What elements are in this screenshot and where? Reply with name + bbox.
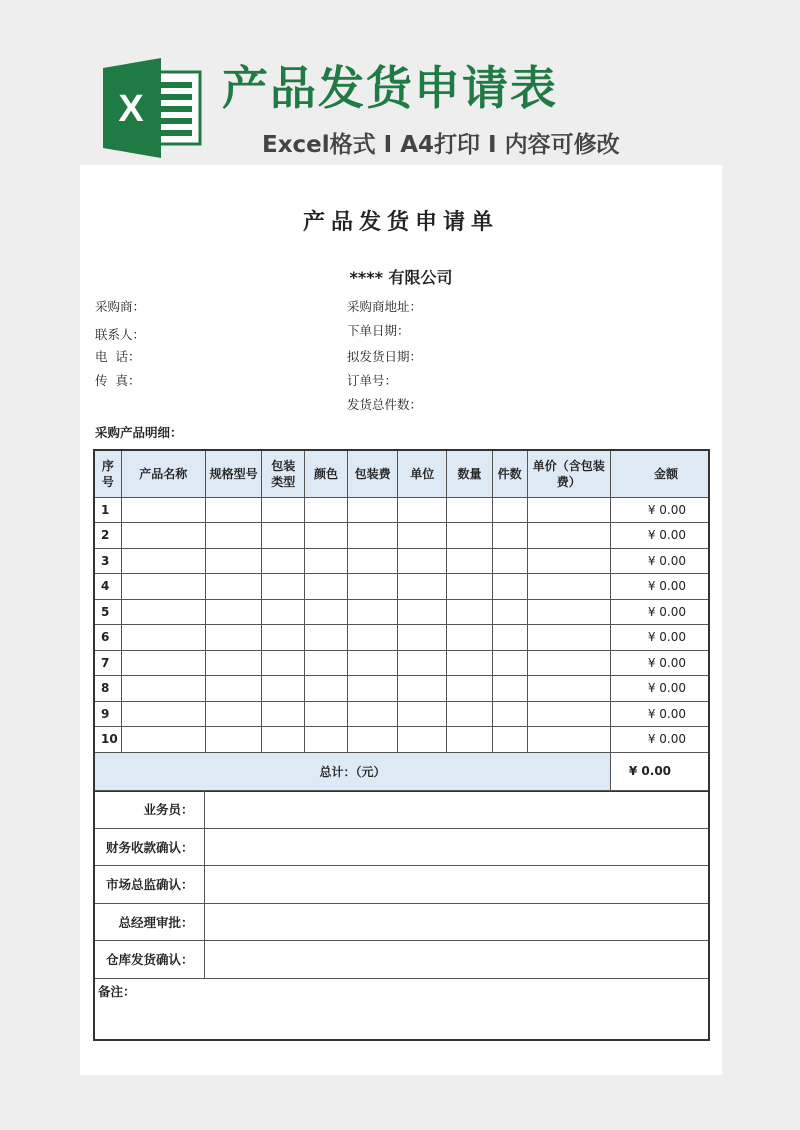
table-cell[interactable] <box>205 727 262 753</box>
table-cell[interactable] <box>347 523 398 549</box>
table-cell[interactable] <box>262 548 305 574</box>
header-spec: 规格型号 <box>205 450 262 497</box>
table-cell[interactable] <box>262 523 305 549</box>
section-label: 采购产品明细： <box>95 425 183 440</box>
table-cell[interactable] <box>527 727 610 753</box>
row-amount: ¥ 0.00 <box>610 548 709 574</box>
product-table <box>93 449 710 792</box>
table-cell[interactable] <box>262 650 305 676</box>
header-amount: 金额 <box>610 450 709 497</box>
signoff-label: 财务收款确认： <box>94 828 204 866</box>
table-cell[interactable] <box>492 497 527 523</box>
table-cell[interactable] <box>398 650 447 676</box>
row-number: 5 <box>94 599 121 625</box>
field-fax: 传 真： <box>95 373 141 388</box>
table-cell[interactable] <box>347 676 398 702</box>
table-cell[interactable] <box>262 497 305 523</box>
table-cell[interactable] <box>347 625 398 651</box>
table-cell[interactable] <box>527 701 610 727</box>
header-pieces: 件数 <box>492 450 527 497</box>
table-cell[interactable] <box>447 599 493 625</box>
table-cell[interactable] <box>347 497 398 523</box>
table-cell[interactable] <box>262 574 305 600</box>
signoff-row <box>94 791 709 829</box>
table-cell[interactable] <box>347 727 398 753</box>
field-phone: 电 话： <box>95 349 141 364</box>
signoff-field[interactable] <box>204 828 709 866</box>
table-cell[interactable] <box>398 497 447 523</box>
field-buyer-address: 采购商地址： <box>347 299 423 314</box>
signoff-row <box>94 941 709 979</box>
row-amount: ¥ 0.00 <box>610 727 709 753</box>
table-cell[interactable] <box>121 676 205 702</box>
table-cell[interactable] <box>262 727 305 753</box>
table-cell[interactable] <box>447 574 493 600</box>
table-cell[interactable] <box>447 625 493 651</box>
header-package-fee: 包装费 <box>347 450 398 497</box>
table-row <box>94 625 709 651</box>
row-amount: ¥ 0.00 <box>610 650 709 676</box>
table-cell[interactable] <box>347 574 398 600</box>
table-cell[interactable] <box>305 650 348 676</box>
signoff-field[interactable] <box>204 791 709 829</box>
row-number: 8 <box>94 676 121 702</box>
table-cell[interactable] <box>347 599 398 625</box>
table-cell[interactable] <box>492 727 527 753</box>
table-cell[interactable] <box>492 523 527 549</box>
row-number: 10 <box>94 727 121 753</box>
row-number: 3 <box>94 548 121 574</box>
table-cell[interactable] <box>305 574 348 600</box>
table-cell[interactable] <box>205 497 262 523</box>
table-cell[interactable] <box>305 497 348 523</box>
table-cell[interactable] <box>398 548 447 574</box>
table-cell[interactable] <box>347 548 398 574</box>
table-cell[interactable] <box>447 497 493 523</box>
table-row <box>94 548 709 574</box>
table-cell[interactable] <box>492 599 527 625</box>
field-contact: 联系人： <box>95 327 146 342</box>
table-cell[interactable] <box>347 701 398 727</box>
total-amount: ¥ 0.00 <box>610 752 709 791</box>
header-unit-price: 单价（含包装费） <box>527 450 610 497</box>
table-row <box>94 497 709 523</box>
table-cell[interactable] <box>121 574 205 600</box>
form-title: 产品发货申请单 <box>302 210 499 235</box>
table-cell[interactable] <box>121 497 205 523</box>
svg-text:X: X <box>118 88 144 130</box>
total-label: 总计：（元） <box>94 752 610 791</box>
table-cell[interactable] <box>398 574 447 600</box>
total-row <box>94 752 709 791</box>
table-cell[interactable] <box>262 676 305 702</box>
row-amount: ¥ 0.00 <box>610 625 709 651</box>
table-row <box>94 650 709 676</box>
table-cell[interactable] <box>121 650 205 676</box>
field-ship-date: 拟发货日期： <box>347 349 423 364</box>
table-cell[interactable] <box>527 599 610 625</box>
table-cell[interactable] <box>492 625 527 651</box>
header-quantity: 数量 <box>447 450 493 497</box>
table-cell[interactable] <box>205 676 262 702</box>
table-row <box>94 676 709 702</box>
row-number: 6 <box>94 625 121 651</box>
table-cell[interactable] <box>492 650 527 676</box>
row-amount: ¥ 0.00 <box>610 523 709 549</box>
table-cell[interactable] <box>527 574 610 600</box>
table-cell[interactable] <box>527 548 610 574</box>
table-cell[interactable] <box>305 548 348 574</box>
table-cell[interactable] <box>527 497 610 523</box>
table-row <box>94 574 709 600</box>
signoff-label: 仓库发货确认： <box>94 941 204 979</box>
field-order-no: 订单号： <box>347 373 398 388</box>
header-no: 序号 <box>94 450 121 497</box>
table-cell[interactable] <box>347 650 398 676</box>
table-cell[interactable] <box>305 625 348 651</box>
table-cell[interactable] <box>205 599 262 625</box>
header-product-name: 产品名称 <box>121 450 205 497</box>
table-row <box>94 727 709 753</box>
row-number: 4 <box>94 574 121 600</box>
signoff-row <box>94 903 709 941</box>
row-number: 1 <box>94 497 121 523</box>
row-amount: ¥ 0.00 <box>610 701 709 727</box>
table-cell[interactable] <box>527 650 610 676</box>
signoff-row <box>94 866 709 904</box>
table-cell[interactable] <box>262 625 305 651</box>
table-cell[interactable] <box>447 523 493 549</box>
header-package-type: 包装类型 <box>262 450 305 497</box>
table-cell[interactable] <box>527 625 610 651</box>
table-cell[interactable] <box>447 727 493 753</box>
row-number: 2 <box>94 523 121 549</box>
signoff-label: 业务员： <box>94 791 204 829</box>
table-cell[interactable] <box>305 523 348 549</box>
table-cell[interactable] <box>398 727 447 753</box>
row-amount: ¥ 0.00 <box>610 574 709 600</box>
table-cell[interactable] <box>398 625 447 651</box>
table-cell[interactable] <box>492 574 527 600</box>
table-cell[interactable] <box>262 599 305 625</box>
signoff-row <box>94 828 709 866</box>
table-cell[interactable] <box>205 523 262 549</box>
table-cell[interactable] <box>492 701 527 727</box>
table-header-row <box>94 450 709 497</box>
signoff-field[interactable] <box>204 866 709 904</box>
table-cell[interactable] <box>305 599 348 625</box>
remarks-label: 备注： <box>98 983 136 999</box>
table-cell[interactable] <box>527 523 610 549</box>
table-cell[interactable] <box>205 574 262 600</box>
table-cell[interactable] <box>492 548 527 574</box>
row-number: 9 <box>94 701 121 727</box>
signoff-field[interactable] <box>204 941 709 979</box>
header-color: 颜色 <box>305 450 348 497</box>
table-cell[interactable] <box>447 548 493 574</box>
table-cell[interactable] <box>447 701 493 727</box>
table-cell[interactable] <box>398 701 447 727</box>
row-amount: ¥ 0.00 <box>610 676 709 702</box>
header-unit: 单位 <box>398 450 447 497</box>
banner-title: 产品发货申请表 <box>222 61 558 115</box>
table-cell[interactable] <box>305 701 348 727</box>
table-cell[interactable] <box>205 701 262 727</box>
field-total-pieces: 发货总件数： <box>347 397 423 412</box>
table-row <box>94 523 709 549</box>
field-buyer: 采购商： <box>95 299 146 314</box>
table-cell[interactable] <box>305 676 348 702</box>
table-cell[interactable] <box>492 676 527 702</box>
remarks-cell[interactable] <box>94 978 709 1040</box>
table-cell[interactable] <box>398 676 447 702</box>
table-cell[interactable] <box>205 548 262 574</box>
excel-logo-icon <box>103 58 203 158</box>
table-cell[interactable] <box>447 650 493 676</box>
form-page <box>80 165 722 1075</box>
table-cell[interactable] <box>121 625 205 651</box>
table-cell[interactable] <box>398 523 447 549</box>
table-cell[interactable] <box>305 727 348 753</box>
company-name: **** 有限公司 <box>349 268 453 287</box>
table-cell[interactable] <box>121 727 205 753</box>
table-cell[interactable] <box>527 676 610 702</box>
table-row <box>94 701 709 727</box>
banner-subtitle: Excel格式 I A4打印 I 内容可修改 <box>262 132 620 158</box>
table-cell[interactable] <box>205 625 262 651</box>
row-amount: ¥ 0.00 <box>610 599 709 625</box>
signoff-label: 总经理审批： <box>94 903 204 941</box>
table-cell[interactable] <box>398 599 447 625</box>
signoff-label: 市场总监确认： <box>94 866 204 904</box>
field-order-date: 下单日期： <box>347 323 410 338</box>
table-cell[interactable] <box>121 599 205 625</box>
table-row <box>94 599 709 625</box>
table-cell[interactable] <box>121 701 205 727</box>
signoff-field[interactable] <box>204 903 709 941</box>
table-cell[interactable] <box>121 548 205 574</box>
row-amount: ¥ 0.00 <box>610 497 709 523</box>
table-cell[interactable] <box>262 701 305 727</box>
table-cell[interactable] <box>121 523 205 549</box>
table-cell[interactable] <box>447 676 493 702</box>
signoff-table <box>93 790 710 1041</box>
table-cell[interactable] <box>205 650 262 676</box>
row-number: 7 <box>94 650 121 676</box>
